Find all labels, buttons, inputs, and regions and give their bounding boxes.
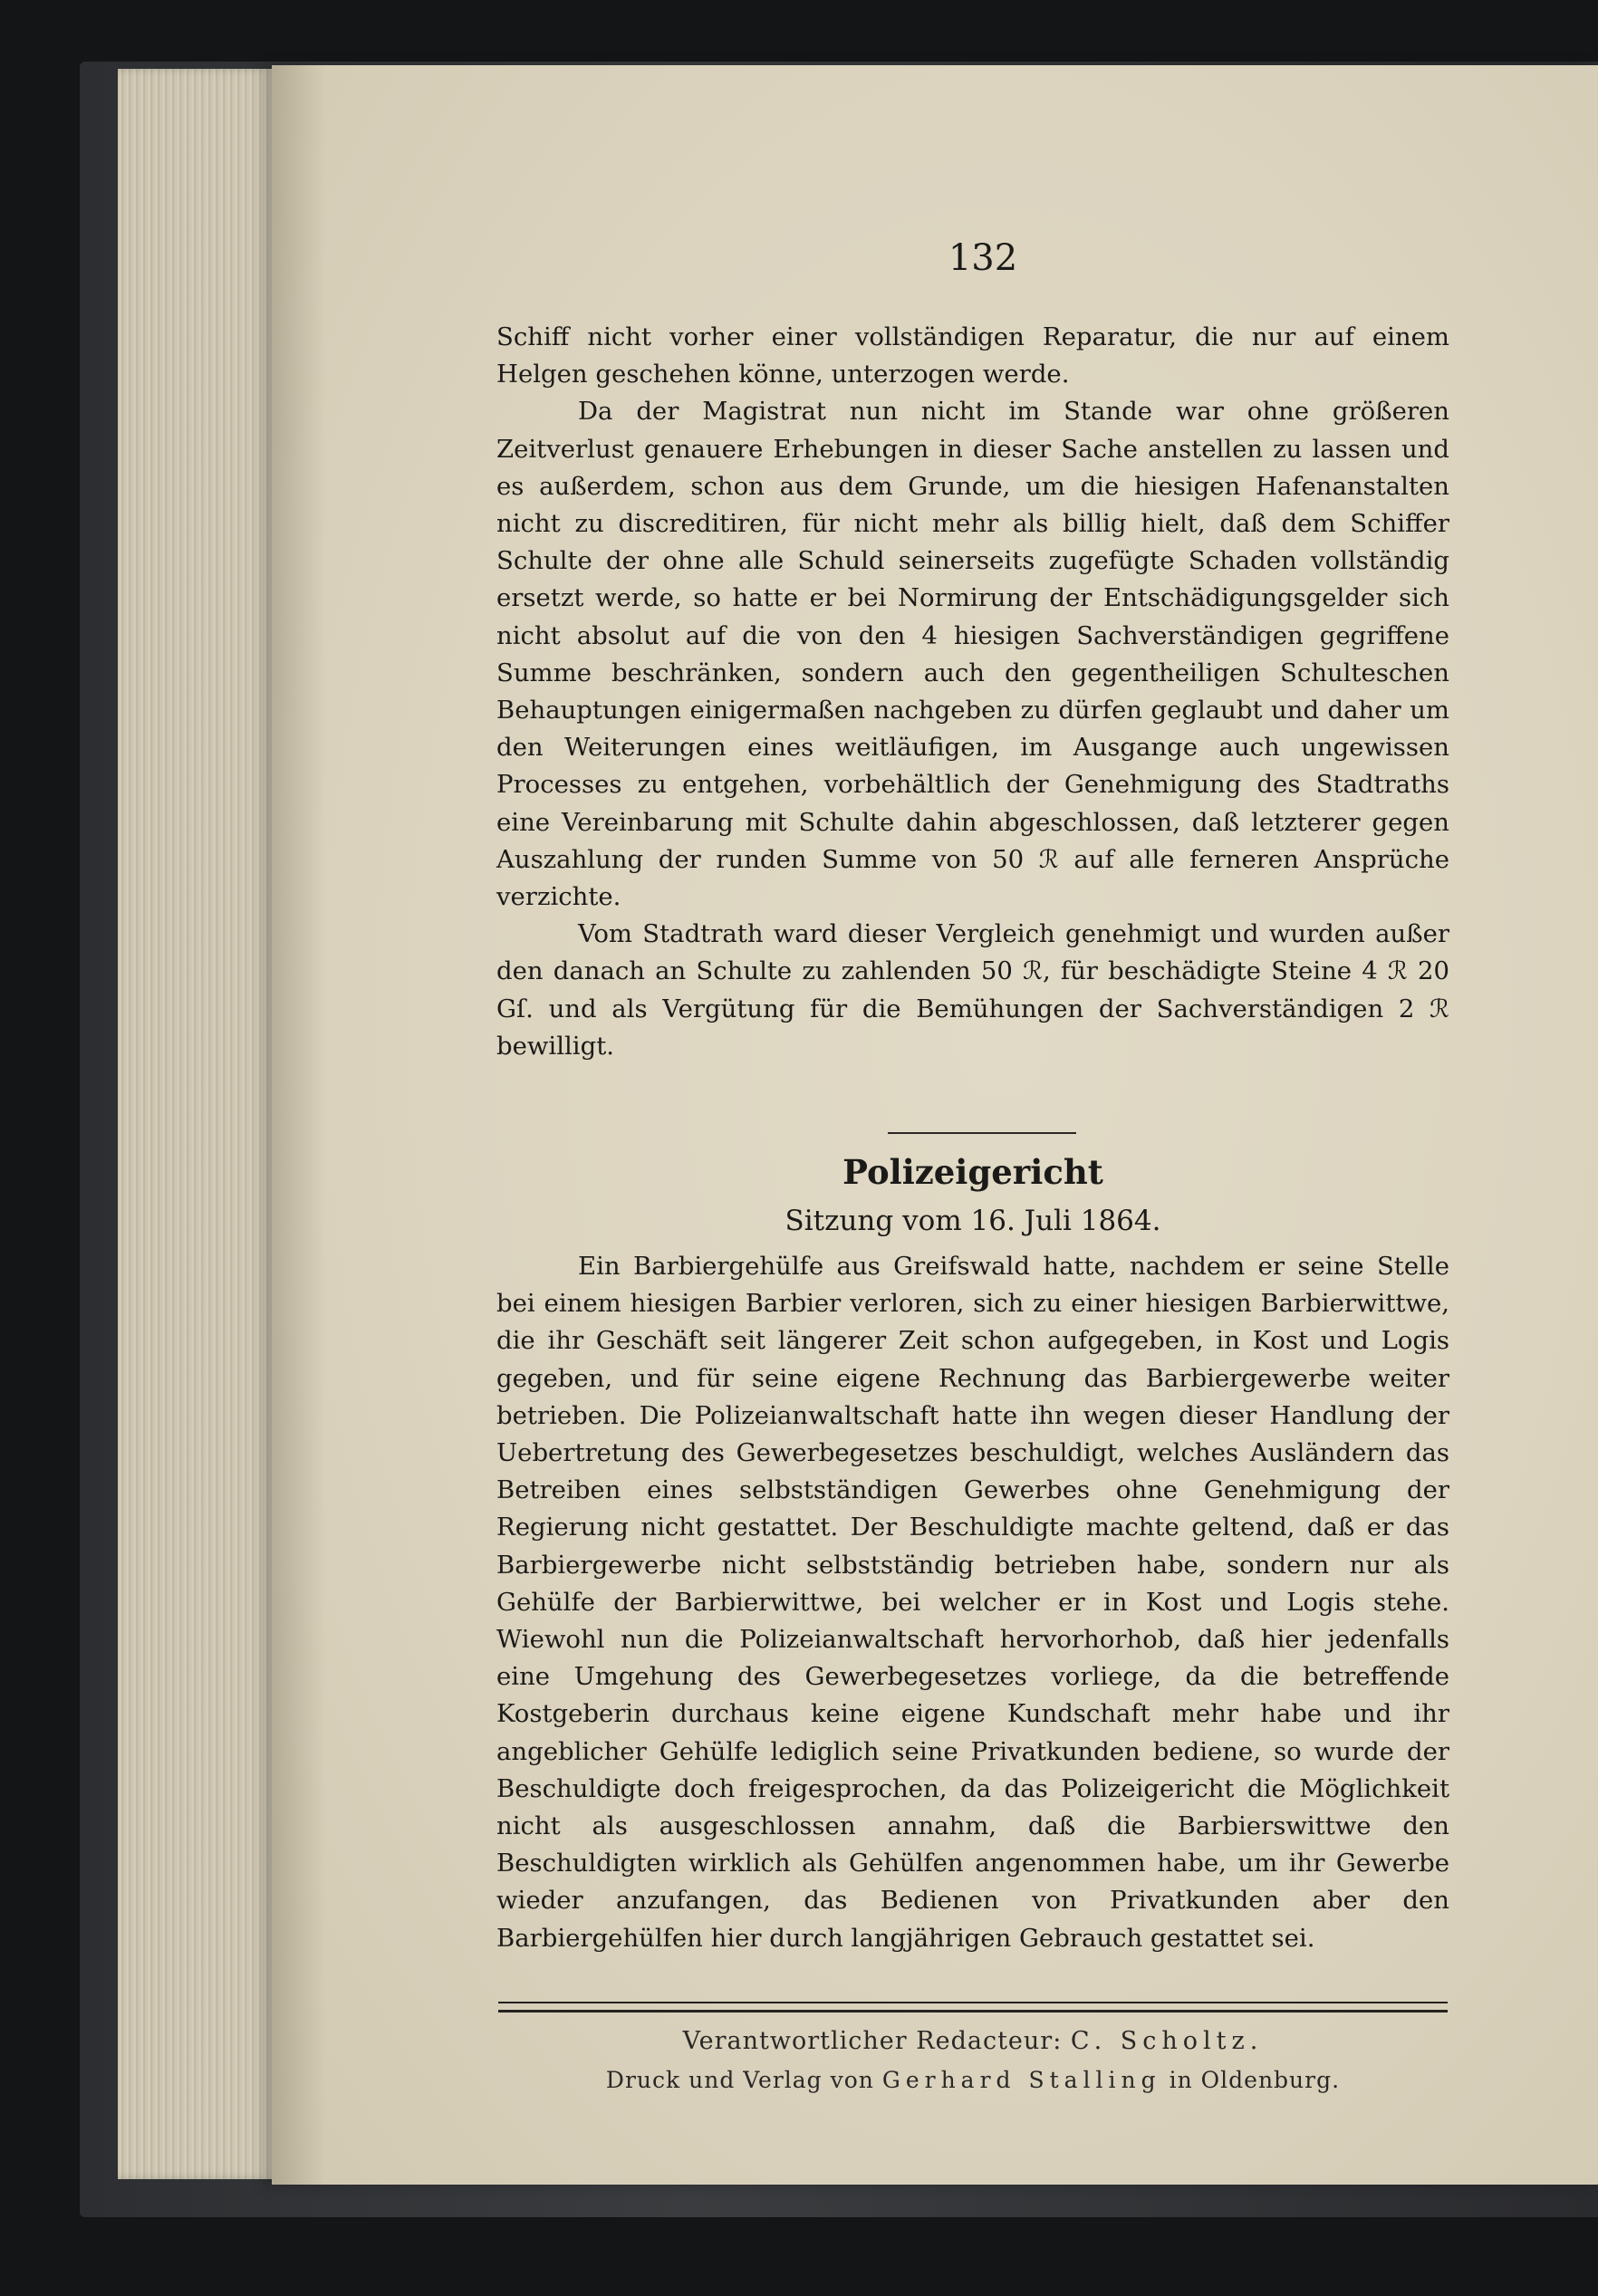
editor-name: C. Scholtz. [1070, 2027, 1264, 2055]
section-divider [888, 1132, 1076, 1134]
printer-prefix: Druck und Verlag von [605, 2067, 874, 2093]
editor-line [496, 2027, 1449, 2055]
page-number: 132 [948, 237, 1018, 279]
page-stack-edges [118, 69, 290, 2179]
court-report [496, 1248, 1449, 1957]
article-continuation [496, 319, 1449, 1065]
page-gutter-shadow [272, 65, 326, 2185]
paragraph-3: Vom Stadtrath ward dieser Vergleich genehmigt und wurden außer den danach an Schulte zu zahlenden 50 ℛ︀, für beschädigte Steine 4 ℛ︀ 20 Gſ. und als Vergütung für die Bemühungen der Sachverständigen 2 ℛ︀ bewilligt. [496, 919, 1449, 1061]
editor-label: Verantwortlicher Redacteur: [682, 2027, 1063, 2055]
session-date-line: Sitzung vom 16. Juli 1864. [785, 1205, 1161, 1237]
paragraph-2: Da der Magistrat nun nicht im Stande war ohne größeren Zeitverlust genauere Erhebungen in dieser Sache anstellen zu lassen und es außerdem, schon aus dem Grunde, um die hiesigen Hafenanstalten nicht zu discreditiren, für nicht mehr als billig hielt, daß dem Schiffer Schulte der ohne alle Schuld seinerseits zugefügte Schaden vollständig ersetzt werde, so hatte er bei Normirung der Entschädigungsgelder sich nicht absolut auf die von den 4 hiesigen Sachverständigen gegriffene Summe beschränken, sondern auch den gegentheiligen Schulteschen Behauptungen einigermaßen nachgeben zu dürfen geglaubt und daher um den Weiterungen eines weitläufigen, im Ausgange auch ungewissen Processes zu entgehen, vorbehältlich der Genehmigung des Stadtraths eine Vereinbarung mit Schulte dahin abgeschlossen, daß letzterer gegen Auszahlung der runden Summe von 50 ℛ︀ auf alle ferneren Ansprüche verzichte. [496, 397, 1449, 912]
paragraph-1: Schiff nicht vorher einer vollständigen Reparatur, die nur auf einem Helgen geschehen könne, unterzogen werde. [496, 322, 1449, 389]
printer-line [496, 2067, 1449, 2093]
court-report-paragraph: Ein Barbiergehülfe aus Greifswald hatte, nachdem er seine Stelle bei einem hiesigen Barbier verloren, sich zu einer hiesigen Barbierwittwe, die ihr Geschäft seit längerer Zeit schon aufgegeben, in Kost und Logis gegeben, und für seine eigene Rechnung das Barbiergewerbe weiter betrieben. Die Polizeianwaltschaft hatte ihn wegen dieser Handlung der Uebertretung des Gewerbegesetzes beschuldigt, welches Ausländern das Betreiben eines selbstständigen Gewerbes ohne Genehmigung der Regierung nicht gestattet. Der Beschuldigte machte geltend, daß er das Barbiergewerbe nicht selbstständig betrieben habe, sondern nur als Gehülfe der Barbierwittwe, bei welcher er in Kost und Logis stehe. Wiewohl nun die Polizeianwaltschaft hervorhorhob, daß hier jedenfalls eine Umgehung des Gewerbegesetzes vorliege, da die betreffende Kostgeberin durchaus keine eigene Kundschaft mehr habe und ihr angeblicher Gehülfe lediglich seine Privatkunden bediene, so wurde der Beschuldigte doch freigesprochen, da das Polizeigericht die Möglichkeit nicht als ausgeschlossen annahm, daß die Barbierswittwe den Beschuldigten wirklich als Gehülfen angenommen habe, um ihr Gewerbe wieder anzufangen, das Bedienen von Privatkunden aber den Barbiergehülfen hier durch langjährigen Gebrauch gestattet sei. [496, 1252, 1449, 1953]
footer-double-rule [498, 2002, 1448, 2013]
printer-suffix: in Oldenburg. [1169, 2067, 1341, 2093]
section-heading: Polizeigericht [842, 1152, 1103, 1192]
printer-name: Gerhard Stalling [881, 2067, 1161, 2093]
